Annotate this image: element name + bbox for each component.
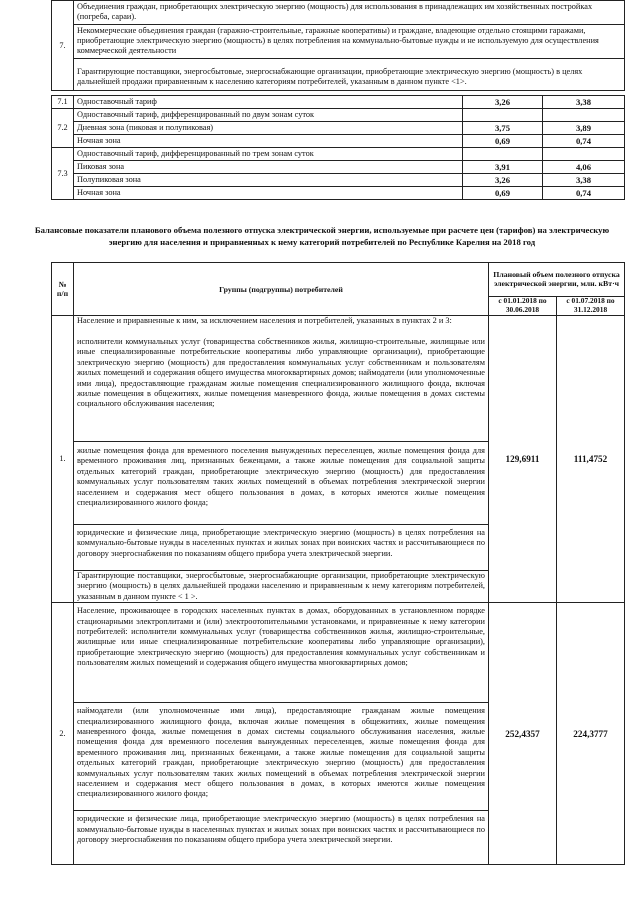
row-number: 7.1 bbox=[52, 96, 74, 109]
tariff-value-h1: 0,69 bbox=[463, 135, 543, 148]
consumer-group-text: юридические и физические лица, приобретающие электрическую энергию (мощность) в целях потребления на коммунально-бытовые нужды в населенных пунктах и жилых зонах при воинских частях и рассчитывающиеся по договору энергоснабжения по показаниям общего прибора учета электрической энергии. bbox=[74, 811, 489, 865]
consumer-group-text: жилые помещения фонда для временного поселения вынужденных переселенцев, жилые помещения фонда для временного проживания лиц, признанных беженцами, а также жилые помещения для социальной защиты отдельных категорий граждан, приобретающие электрическую энергию (мощность) для предоставления коммунальных услуг пользователям таких жилых помещений в объемах потребления электрической энергии населением и содержания мест общего пользования в домах, в которых имеются жилые помещения специализированного жилого фонда; bbox=[74, 442, 489, 525]
column-header-period-1: с 01.01.2018 по 30.06.2018 bbox=[489, 296, 557, 315]
tariff-label: Ночная зона bbox=[74, 135, 463, 148]
consumer-group-text: наймодатели (или уполномоченные ими лица), предоставляющие гражданам жилые помещения специализированного жилищного фонда, включая жилые помещения в общежитиях, жилые помещения маневренного фонда, жилые помещения в домах системы социального обслуживания населения, жилые помещения фонда для временного поселения вынужденных переселенцев, жилые помещения фонда для временного проживания лиц, признанных беженцами, а также жилые помещения для социальной защиты отдельных категорий граждан, приобретающие электрическую энергию (мощность) для предоставления коммунальных услуг пользователям таких жилых помещений в объемах потребления электрической энергии населением и содержания мест общего пользования в домах, в которых имеются жилые помещения специализированного жилого фонда; bbox=[74, 703, 489, 811]
tariff-value-h1: 3,26 bbox=[463, 174, 543, 187]
row-number: 7.2 bbox=[52, 109, 74, 148]
tariff-label: Пиковая зона bbox=[74, 161, 463, 174]
row-number: 7.3 bbox=[52, 148, 74, 200]
tariff-value-h2: 3,89 bbox=[543, 122, 625, 135]
tariff-value-h2: 3,38 bbox=[543, 174, 625, 187]
tariff-group-text: Объединения граждан, приобретающих электрическую энергию (мощность) для использования в принадлежащих им хозяйственных постройках (погреба, сараи). bbox=[74, 1, 625, 25]
tariff-table bbox=[51, 0, 625, 200]
tariff-label: Дневная зона (пиковая и полупиковая) bbox=[74, 122, 463, 135]
tariff-label: Одноставочный тариф, дифференцированный по трем зонам суток bbox=[74, 148, 463, 161]
tariff-label: Одноставочный тариф bbox=[74, 96, 463, 109]
tariff-group-text: Гарантирующие поставщики, энергосбытовые, энергоснабжающие организации, приобретающие электрическую энергию (мощность) в целях дальнейшей продажи приравненным к населению категориям потребителей, указанным в данном пункте <1>. bbox=[74, 59, 625, 91]
column-header-groups: Группы (подгруппы) потребителей bbox=[74, 263, 489, 316]
consumer-group-text: Гарантирующие поставщики, энергосбытовые, энергоснабжающие организации, приобретающие электрическую энергию (мощность) в целях дальнейшей продажи населению и приравненным к нему категориям потребителей, указанным в данном пункте < 1 >. bbox=[74, 571, 489, 603]
tariff-value-h1: 3,75 bbox=[463, 122, 543, 135]
row-number: 2. bbox=[52, 603, 74, 865]
consumer-group-text: Население, проживающее в городских населенных пунктах в домах, оборудованных в установленном порядке стационарными электроплитами и (или) электроотопительными установками, и приравненные к нему категории потребителей: исполнители коммунальных услуг (товарищества собственников жилья, жилищно-строительные, жилищные или иные специализированные потребительские кооперативы либо управляющие организации), приобретающие электрическую энергию (мощность) для предоставления коммунальных услуг собственникам и пользователям жилых помещений и содержания общего имущества многоквартирных домов; bbox=[74, 603, 489, 703]
consumer-group-text: исполнители коммунальных услуг (товарищества собственников жилья, жилищно-строительные, жилищные или иные специализированные потребительские кооперативы либо управляющие организации), приобретающие электрическую энергию (мощность) для предоставления коммунальных услуг собственникам и пользователям жилых помещений и содержания общего имущества многоквартирных домов; наймодатели (или уполномоченные ими лица), предоставляющие гражданам жилые помещения специализированного жилищного фонда, включая жилые помещения в общежитиях, жилые помещения маневренного фонда, жилые помещения в домах системы социального обслуживания населения; bbox=[74, 337, 489, 442]
consumer-group-text: Население и приравненные к ним, за исключением населения и потребителей, указанных в пунктах 2 и 3: bbox=[74, 316, 489, 338]
volume-value-h2: 111,4752 bbox=[557, 316, 625, 603]
balance-volume-table bbox=[51, 262, 625, 865]
tariff-value-h2: 0,74 bbox=[543, 187, 625, 200]
tariff-value-h1: 3,26 bbox=[463, 96, 543, 109]
tariff-value-h2: 4,06 bbox=[543, 161, 625, 174]
row-number: 7. bbox=[52, 1, 74, 91]
tariff-label: Одноставочный тариф, дифференцированный по двум зонам суток bbox=[74, 109, 463, 122]
column-header-number: № п/п bbox=[52, 263, 74, 316]
row-number: 1. bbox=[52, 316, 74, 603]
volume-value-h2: 224,3777 bbox=[557, 603, 625, 865]
tariff-value-h2: 0,74 bbox=[543, 135, 625, 148]
column-header-volume: Плановый объем полезного отпуска электрической энергии, млн. кВт·ч bbox=[489, 263, 625, 297]
column-header-period-2: с 01.07.2018 по 31.12.2018 bbox=[557, 296, 625, 315]
tariff-value-h2: 3,38 bbox=[543, 96, 625, 109]
consumer-group-text: юридические и физические лица, приобретающие электрическую энергию (мощность) в целях потребления на коммунально-бытовые нужды в населенных пунктах и жилых зонах при воинских частях и рассчитывающиеся по договору энергоснабжения по показаниям общего прибора учета электрической энергии. bbox=[74, 525, 489, 571]
volume-value-h1: 129,6911 bbox=[489, 316, 557, 603]
volume-value-h1: 252,4357 bbox=[489, 603, 557, 865]
tariff-value-h1: 3,91 bbox=[463, 161, 543, 174]
tariff-label: Полупиковая зона bbox=[74, 174, 463, 187]
tariff-group-text: Некоммерческие объединения граждан (гаражно-строительные, гаражные кооперативы) и граждане, владеющие отдельно стоящими гаражами, приобретающие электрическую энергию (мощность) в целях потребления на коммунально-бытовые нужды и не используемую для осуществления коммерческой деятельности bbox=[74, 25, 625, 59]
tariff-value-h1: 0,69 bbox=[463, 187, 543, 200]
section-heading: Балансовые показатели планового объема полезного отпуска электрической энергии, используемые при расчете цен (тарифов) на электрическую энергию для населения и приравненных к нему категорий потребителей по Республике Карелия на 2018 год bbox=[34, 225, 610, 247]
tariff-label: Ночная зона bbox=[74, 187, 463, 200]
